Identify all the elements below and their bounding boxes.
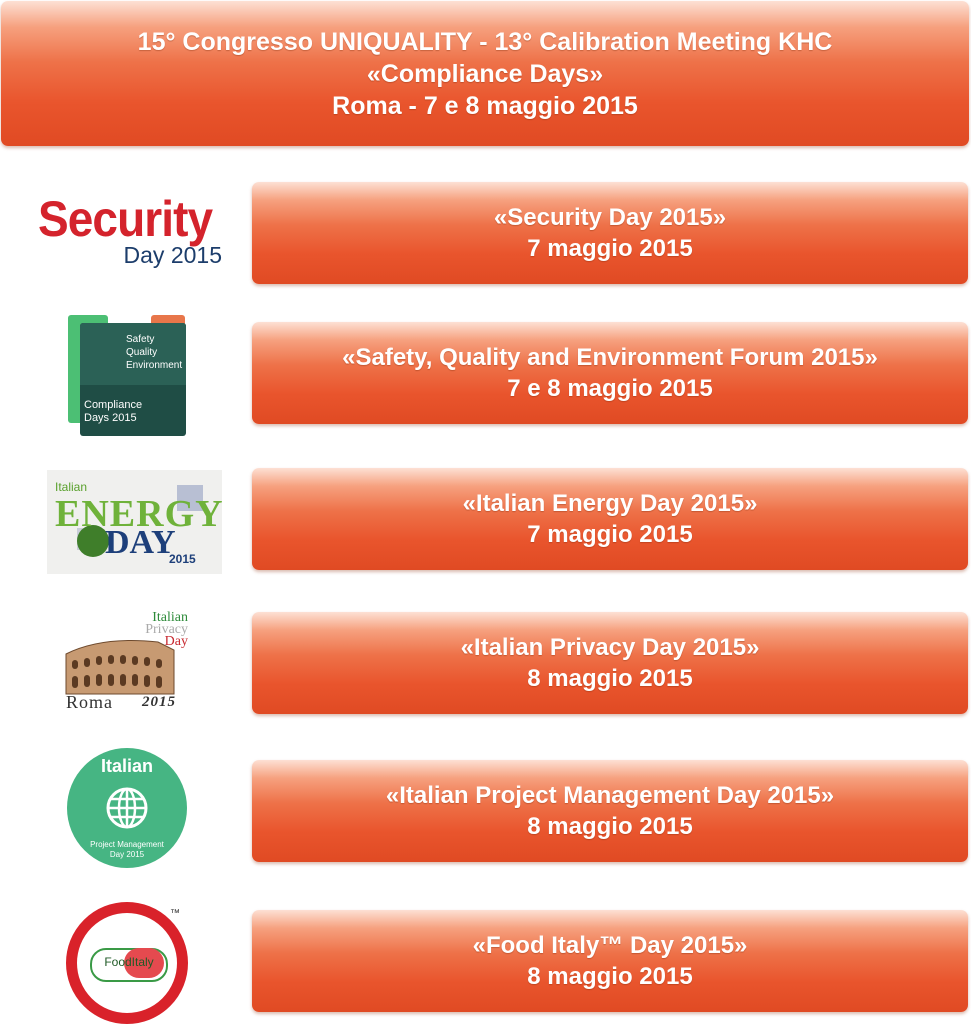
project-management-day-logo [67,748,187,868]
event-banner-food-italy[interactable] [252,910,968,1012]
pm-logo-sub1: Project Management [90,840,164,849]
energy-day-logo [47,470,222,574]
event-date: 7 maggio 2015 [527,235,693,262]
privacy-logo-privacy: Privacy [145,622,188,637]
compliance-logo-top-text [126,333,183,372]
food-italy-logo [66,902,188,1024]
energy-logo-day: DAY [105,524,176,561]
event-date: 7 e 8 maggio 2015 [507,375,713,402]
privacy-logo-year: 2015 [142,694,176,710]
pm-logo-sub [67,840,187,860]
event-banner-energy[interactable] [252,468,968,570]
header-location-date: Roma - 7 e 8 maggio 2015 [332,91,638,120]
event-banner-sqe-forum[interactable] [252,322,968,424]
header-title: 15° Congresso UNIQUALITY - 13° Calibration Meeting KHC [137,27,833,56]
event-date: 7 maggio 2015 [527,521,693,548]
event-banner-security[interactable] [252,182,968,284]
pm-logo-sub2: Day 2015 [109,850,145,859]
event-banner-privacy[interactable] [252,612,968,714]
food-logo-text: FoodItaly [104,955,154,969]
privacy-logo-roma: Roma [66,692,113,712]
security-logo-sub: Day 2015 [123,242,222,268]
globe-icon [105,786,149,830]
food-logo-tm: ™ [170,908,180,919]
privacy-logo-italian: Italian [152,610,188,625]
compliance-logo-bottom-text: Compliance Days 2015 [84,399,143,424]
event-name: «Safety, Quality and Environment Forum 2015» [342,344,878,371]
compliance-logo-top-text: Safety Quality Environment [126,334,183,371]
privacy-day-logo [62,608,192,714]
compliance-days-logo [68,315,188,437]
pm-logo-italian: Italian [100,756,153,776]
event-name: «Italian Privacy Day 2015» [460,634,760,661]
energy-logo-year: 2015 [169,552,196,566]
event-date: 8 maggio 2015 [527,665,693,692]
privacy-logo-day: Day [164,634,188,649]
security-logo-word: Security [38,191,213,247]
event-name: «Italian Energy Day 2015» [462,490,758,517]
event-banner-project-management[interactable] [252,760,968,862]
energy-logo-italian: Italian [55,480,88,494]
security-day-logo [36,190,226,275]
event-name: «Food Italy™ Day 2015» [472,932,748,959]
header-subtitle: «Compliance Days» [366,59,604,88]
event-name: «Italian Project Management Day 2015» [385,782,835,809]
energy-logo-energy: ENERGY [55,493,224,535]
event-name: «Security Day 2015» [493,204,727,231]
header-banner [1,1,969,146]
event-date: 8 maggio 2015 [527,813,693,840]
event-date: 8 maggio 2015 [527,963,693,990]
compliance-logo-bottom-text [84,399,154,425]
